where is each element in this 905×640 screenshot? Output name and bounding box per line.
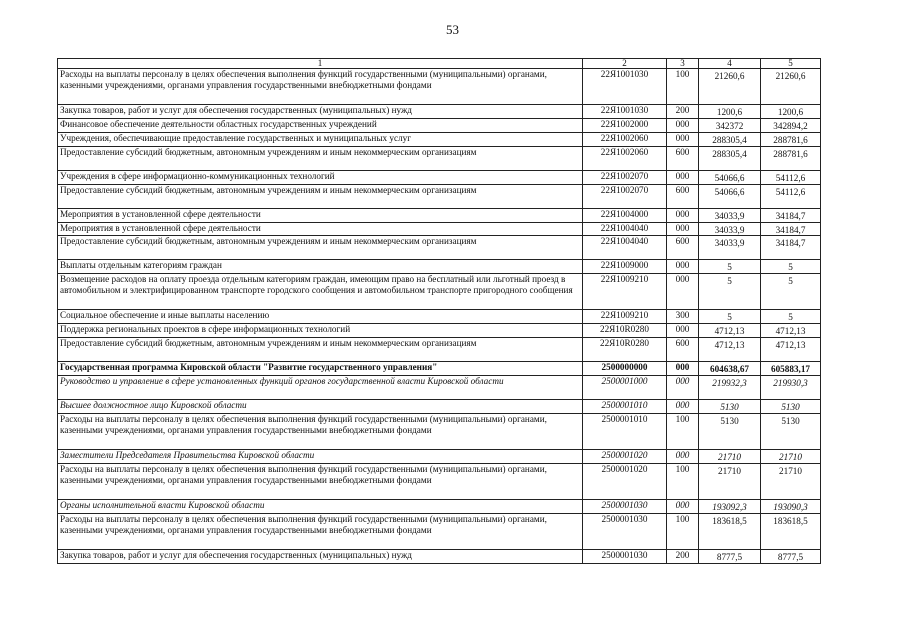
row-value-1-cell: 342372 — [699, 118, 761, 132]
row-type-cell: 000 — [667, 274, 699, 310]
row-name-cell: Предоставление субсидий бюджетным, автономным учреждениям и иным некоммерческим организациям — [58, 184, 583, 208]
row-name-cell: Расходы на выплаты персоналу в целях обеспечения выполнения функций государственными (муниципальными) органами, казенными учреждениями, органами управления государственными внебюджетными фондами — [58, 69, 583, 105]
table-row — [58, 549, 821, 563]
table-header-row — [58, 59, 821, 69]
row-value-1-cell: 5130 — [699, 400, 761, 414]
row-name-cell: Заместители Председателя Правительства Кировской области — [58, 450, 583, 464]
row-type-cell: 000 — [667, 222, 699, 236]
row-value-2-cell: 193090,3 — [761, 499, 821, 513]
table-row — [58, 69, 821, 105]
table-row — [58, 450, 821, 464]
row-value-2-cell: 4712,13 — [761, 324, 821, 338]
row-value-1-cell: 54066,6 — [699, 170, 761, 184]
row-name-cell: Финансовое обеспечение деятельности областных государственных учреждений — [58, 118, 583, 132]
row-type-cell: 600 — [667, 146, 699, 170]
table-row — [58, 146, 821, 170]
row-type-cell: 000 — [667, 208, 699, 222]
row-value-2-cell: 1200,6 — [761, 105, 821, 119]
row-type-cell: 000 — [667, 499, 699, 513]
row-value-2-cell: 4712,13 — [761, 338, 821, 362]
row-value-1-cell: 54066,6 — [699, 184, 761, 208]
row-value-1-cell: 604638,67 — [699, 362, 761, 376]
row-value-2-cell: 288781,6 — [761, 132, 821, 146]
row-value-2-cell: 288781,6 — [761, 146, 821, 170]
table-row — [58, 499, 821, 513]
row-code-cell: 2500001020 — [583, 463, 667, 499]
row-type-cell: 000 — [667, 324, 699, 338]
row-value-2-cell: 34184,7 — [761, 222, 821, 236]
row-value-1-cell: 288305,4 — [699, 146, 761, 170]
row-type-cell: 000 — [667, 170, 699, 184]
row-value-2-cell: 5 — [761, 310, 821, 324]
table-row — [58, 132, 821, 146]
row-name-cell: Предоставление субсидий бюджетным, автономным учреждениям и иным некоммерческим организациям — [58, 146, 583, 170]
row-value-2-cell: 605883,17 — [761, 362, 821, 376]
row-name-cell: Закупка товаров, работ и услуг для обеспечения государственных (муниципальных) нужд — [58, 105, 583, 119]
row-value-1-cell: 5 — [699, 310, 761, 324]
row-value-1-cell: 21710 — [699, 463, 761, 499]
row-type-cell: 300 — [667, 310, 699, 324]
table-row — [58, 118, 821, 132]
row-type-cell: 200 — [667, 105, 699, 119]
row-name-cell: Мероприятия в установленной сфере деятельности — [58, 208, 583, 222]
table-row — [58, 260, 821, 274]
row-type-cell: 600 — [667, 236, 699, 260]
row-value-2-cell: 8777,5 — [761, 549, 821, 563]
row-name-cell: Предоставление субсидий бюджетным, автономным учреждениям и иным некоммерческим организациям — [58, 338, 583, 362]
row-type-cell: 600 — [667, 338, 699, 362]
table-row — [58, 274, 821, 310]
row-value-1-cell: 8777,5 — [699, 549, 761, 563]
row-value-1-cell: 219932,3 — [699, 376, 761, 400]
table-row — [58, 324, 821, 338]
row-value-1-cell: 34033,9 — [699, 208, 761, 222]
table-row — [58, 513, 821, 549]
row-type-cell: 600 — [667, 184, 699, 208]
row-code-cell: 22Я1001030 — [583, 69, 667, 105]
row-value-1-cell: 288305,4 — [699, 132, 761, 146]
row-code-cell: 2500001020 — [583, 450, 667, 464]
header-cell-3: 3 — [667, 59, 699, 69]
row-name-cell: Учреждения, обеспечивающие предоставление государственных и муниципальных услуг — [58, 132, 583, 146]
row-name-cell: Учреждения в сфере информационно-коммуникационных технологий — [58, 170, 583, 184]
row-code-cell: 22Я1004040 — [583, 222, 667, 236]
page-number: 53 — [446, 22, 459, 37]
row-code-cell: 22Я10R0280 — [583, 324, 667, 338]
row-code-cell: 22Я1009210 — [583, 274, 667, 310]
table-row — [58, 400, 821, 414]
row-code-cell: 22Я1002070 — [583, 170, 667, 184]
row-name-cell: Социальное обеспечение и иные выплаты населению — [58, 310, 583, 324]
row-code-cell: 22Я1002060 — [583, 146, 667, 170]
table-row — [58, 414, 821, 450]
row-name-cell: Расходы на выплаты персоналу в целях обеспечения выполнения функций государственными (муниципальными) органами, казенными учреждениями, органами управления государственными внебюджетными фондами — [58, 513, 583, 549]
row-value-2-cell: 219930,3 — [761, 376, 821, 400]
row-value-1-cell: 5130 — [699, 414, 761, 450]
header-cell-4: 4 — [699, 59, 761, 69]
row-value-2-cell: 21710 — [761, 450, 821, 464]
row-type-cell: 100 — [667, 414, 699, 450]
row-name-cell: Закупка товаров, работ и услуг для обеспечения государственных (муниципальных) нужд — [58, 549, 583, 563]
row-type-cell: 100 — [667, 69, 699, 105]
row-value-2-cell: 5130 — [761, 400, 821, 414]
table-row — [58, 338, 821, 362]
row-code-cell: 22Я1004040 — [583, 236, 667, 260]
table-row — [58, 463, 821, 499]
row-code-cell: 2500001030 — [583, 499, 667, 513]
row-value-1-cell: 34033,9 — [699, 222, 761, 236]
row-code-cell: 2500001010 — [583, 400, 667, 414]
row-value-1-cell: 5 — [699, 274, 761, 310]
row-name-cell: Руководство и управление в сфере установленных функций органов государственной власти Кировской области — [58, 376, 583, 400]
budget-table — [57, 58, 821, 564]
row-name-cell: Государственная программа Кировской области "Развитие государственного управления" — [58, 362, 583, 376]
table-row — [58, 362, 821, 376]
row-value-1-cell: 4712,13 — [699, 324, 761, 338]
row-value-2-cell: 183618,5 — [761, 513, 821, 549]
table-row — [58, 310, 821, 324]
table-row — [58, 208, 821, 222]
row-code-cell: 22Я1004000 — [583, 208, 667, 222]
row-code-cell: 22Я1009000 — [583, 260, 667, 274]
row-code-cell: 22Я10R0280 — [583, 338, 667, 362]
row-value-2-cell: 5130 — [761, 414, 821, 450]
row-type-cell: 100 — [667, 463, 699, 499]
header-cell-5: 5 — [761, 59, 821, 69]
table-row — [58, 170, 821, 184]
row-code-cell: 22Я1002070 — [583, 184, 667, 208]
row-value-2-cell: 54112,6 — [761, 184, 821, 208]
row-code-cell: 2500001030 — [583, 549, 667, 563]
row-code-cell: 22Я1002060 — [583, 132, 667, 146]
row-value-1-cell: 183618,5 — [699, 513, 761, 549]
row-value-1-cell: 4712,13 — [699, 338, 761, 362]
row-code-cell: 2500001000 — [583, 376, 667, 400]
row-code-cell: 2500001030 — [583, 513, 667, 549]
row-name-cell: Расходы на выплаты персоналу в целях обеспечения выполнения функций государственными (муниципальными) органами, казенными учреждениями, органами управления государственными внебюджетными фондами — [58, 414, 583, 450]
row-code-cell: 2500001010 — [583, 414, 667, 450]
table-row — [58, 236, 821, 260]
row-name-cell: Высшее должностное лицо Кировской области — [58, 400, 583, 414]
row-value-2-cell: 34184,7 — [761, 208, 821, 222]
table-row — [58, 105, 821, 119]
row-name-cell: Поддержка региональных проектов в сфере информационных технологий — [58, 324, 583, 338]
header-cell-2: 2 — [583, 59, 667, 69]
row-name-cell: Выплаты отдельным категориям граждан — [58, 260, 583, 274]
row-value-2-cell: 34184,7 — [761, 236, 821, 260]
row-type-cell: 000 — [667, 400, 699, 414]
row-code-cell: 2500000000 — [583, 362, 667, 376]
row-type-cell: 000 — [667, 362, 699, 376]
row-name-cell: Предоставление субсидий бюджетным, автономным учреждениям и иным некоммерческим организациям — [58, 236, 583, 260]
row-value-2-cell: 21260,6 — [761, 69, 821, 105]
row-value-1-cell: 21260,6 — [699, 69, 761, 105]
row-value-2-cell: 342894,2 — [761, 118, 821, 132]
row-code-cell: 22Я1001030 — [583, 105, 667, 119]
row-code-cell: 22Я1009210 — [583, 310, 667, 324]
row-type-cell: 000 — [667, 260, 699, 274]
row-name-cell: Возмещение расходов на оплату проезда отдельным категориям граждан, имеющим право на бесплатный или льготный проезд в автомобильном и электрифицированном транспорте городского сообщения и автомобильном транспорте пригородного сообщения — [58, 274, 583, 310]
row-name-cell: Органы исполнительной власти Кировской области — [58, 499, 583, 513]
table-body — [58, 69, 821, 564]
row-value-2-cell: 5 — [761, 260, 821, 274]
row-type-cell: 000 — [667, 118, 699, 132]
table-row — [58, 376, 821, 400]
row-name-cell: Мероприятия в установленной сфере деятельности — [58, 222, 583, 236]
table-row — [58, 222, 821, 236]
row-value-1-cell: 21710 — [699, 450, 761, 464]
row-value-1-cell: 5 — [699, 260, 761, 274]
row-value-2-cell: 54112,6 — [761, 170, 821, 184]
row-value-1-cell: 34033,9 — [699, 236, 761, 260]
row-type-cell: 200 — [667, 549, 699, 563]
row-value-1-cell: 1200,6 — [699, 105, 761, 119]
row-type-cell: 000 — [667, 450, 699, 464]
row-code-cell: 22Я1002000 — [583, 118, 667, 132]
row-type-cell: 100 — [667, 513, 699, 549]
header-cell-1: 1 — [58, 59, 583, 69]
row-value-1-cell: 193092,3 — [699, 499, 761, 513]
row-name-cell: Расходы на выплаты персоналу в целях обеспечения выполнения функций государственными (муниципальными) органами, казенными учреждениями, органами управления государственными внебюджетными фондами — [58, 463, 583, 499]
row-value-2-cell: 21710 — [761, 463, 821, 499]
row-type-cell: 000 — [667, 132, 699, 146]
row-type-cell: 000 — [667, 376, 699, 400]
table-row — [58, 184, 821, 208]
row-value-2-cell: 5 — [761, 274, 821, 310]
